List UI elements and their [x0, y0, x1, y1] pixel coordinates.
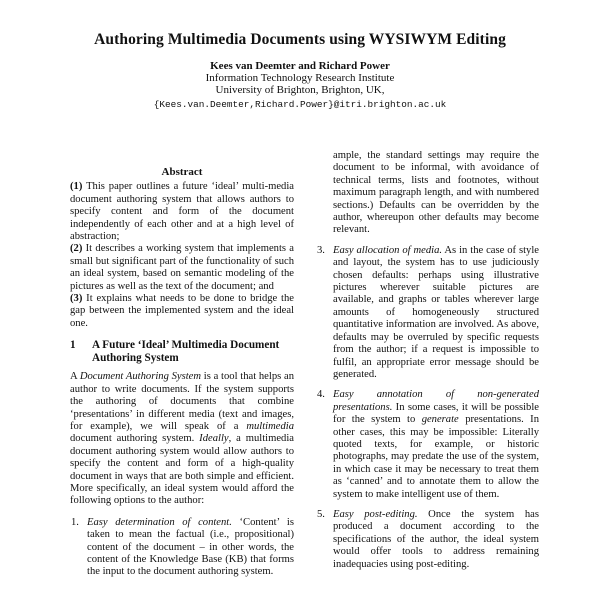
paper-title: Authoring Multimedia Documents using WYSIWYM Editing [94, 31, 506, 48]
abstract-item-1 [70, 181, 294, 243]
list-item-number: 5. [317, 508, 325, 520]
para-emph: Ideally [199, 433, 229, 445]
right-column [316, 150, 539, 571]
abstract-item-3 [70, 293, 294, 330]
list-item-title: Easy determination of content. [87, 516, 232, 528]
abstract-item-number: (2) [70, 243, 83, 255]
section-1-paragraph [70, 371, 294, 507]
left-column [70, 166, 294, 577]
abstract-item-number: (1) [70, 181, 83, 193]
section-1-heading [70, 339, 294, 365]
author-email: {Kees.van.Deemter,Richard.Power}@itri.brighton.ac.uk [153, 99, 447, 110]
para-emph: Document Authoring System [79, 371, 202, 383]
list-item-text: presentations. In other cases, this may be impossible: Literally quoted texts, for example, or historic photographs, may predate the use of the system, in which case it may be necessary to treat them as ‘canned’ and to annotate them to allow the system to make intelligent use of them. [333, 414, 539, 500]
options-list [70, 517, 294, 577]
list-item-body [333, 509, 539, 571]
abstract-heading: Abstract [161, 166, 203, 178]
list-item-3 [316, 245, 539, 381]
list-item-number: 3. [317, 244, 325, 256]
list-item-title: Easy annotation of non-generated presentations. [333, 389, 539, 413]
list-item-4 [316, 389, 539, 501]
para-emph: multimedia [246, 420, 294, 432]
list-item-1 [70, 517, 294, 577]
list-item-body [87, 517, 294, 577]
list-item-5 [316, 509, 539, 571]
options-list-continued [316, 150, 539, 571]
list-item-title: Easy post-editing. [333, 508, 418, 520]
affiliation-line-1: Information Technology Research Institute [205, 72, 395, 84]
list-item-text: Once the system has produced a document according to the specifications of the author, the ideal system would offer tools to address remaining inadequacies using post-editing. [333, 508, 540, 570]
list-indent [316, 150, 333, 237]
abstract-item-number: (3) [70, 293, 83, 305]
section-title: A Future ‘Ideal’ Multimedia Document Authoring System [92, 339, 280, 365]
abstract-item-2 [70, 243, 294, 293]
list-item-body [333, 245, 539, 381]
section-number: 1 [70, 339, 76, 352]
para-text: , a multimedia document authoring system would allow authors to specify the content and form of a high-quality document in ways that are both simple and efficient. More specifically, an ideal system would afford the following options to the author: [70, 433, 294, 507]
list-item-number: 4. [317, 389, 325, 401]
abstract-item-text: This paper outlines a future ‘ideal’ multi-media document authoring system that allows authors to specify content and form of the document independently of each other and at a high level of abstraction; [70, 181, 294, 243]
list-item-text: ample, the standard settings may require the document to be informal, with avoidance of technical terms, lists and footnotes, without maximum paragraph length, and with numbered sections.) Defaults can be overridden by the author, whereupon other defaults may become relevant. [333, 150, 539, 236]
list-item-text: As in the case of style and layout, the system has to use judiciously chosen defaults: perhaps using illustrative pictures wherever suitable pictures are available, and graphs or tables wherever large amounts of homogeneously structured quantitative information are involved. As above, defaults may be overruled by specific requests from the author; if a request is impossible to fulfil, an appropriate error message should be generated. [333, 244, 539, 380]
list-item-text: ‘Content’ is taken to mean the factual (i.e., propositional) content of the document – in other words, the content of the Knowledge Base (KB) that forms the input to the document authoring system. [87, 516, 294, 577]
list-item-2-continued [316, 150, 539, 237]
paper-authors: Kees van Deemter and Richard Power [210, 60, 390, 72]
list-item-body [333, 389, 539, 501]
para-text: A [70, 371, 80, 383]
para-text: is a tool that helps an author to write documents. If the system supports the authoring of documents that combine ‘presentations’ in different media (text and images, for example), we will speak of a [70, 371, 294, 432]
abstract-item-text: It describes a working system that implements a small but significant part of the functionality of such an ideal system, based on semantic modeling of the pictures as well as the text of the document; and [70, 243, 294, 292]
para-text: document authoring system. [70, 433, 200, 445]
list-item-text: In some cases, it will be possible for the system to [333, 401, 539, 426]
list-item-number: 1. [71, 516, 79, 528]
affiliation-line-2: University of Brighton, Brighton, UK, [215, 84, 385, 96]
abstract-item-text: It explains what needs to be done to bridge the gap between the implemented system and the ideal one. [70, 293, 294, 329]
list-item-title: Easy allocation of media. [333, 244, 443, 256]
list-item-emph: generate [421, 414, 459, 426]
